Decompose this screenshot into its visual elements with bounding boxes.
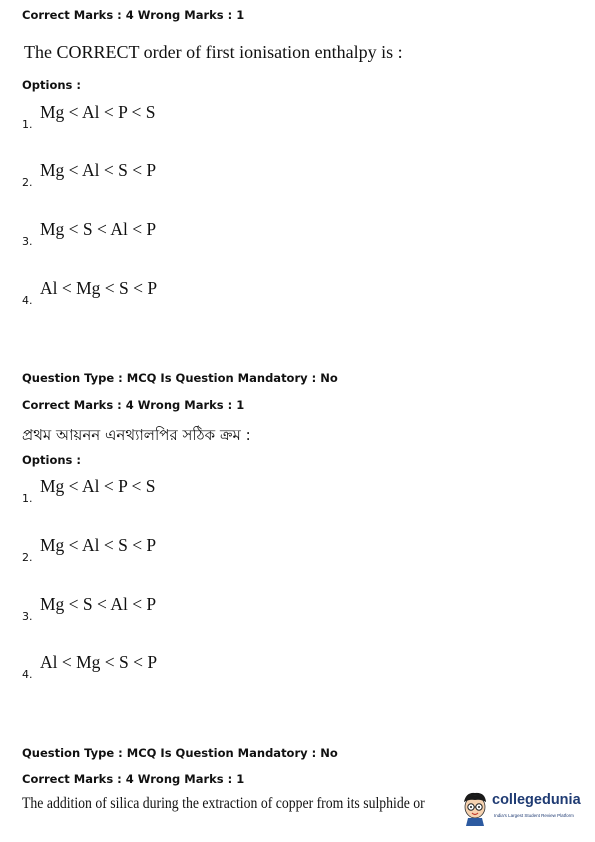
question-text: The addition of silica during the extraction of copper from its sulphide or (22, 795, 425, 812)
option-number: 2. (22, 551, 33, 564)
option-number: 2. (22, 176, 33, 189)
option-number: 1. (22, 118, 33, 131)
option-text: Al < Mg < S < P (40, 652, 158, 672)
option-number: 4. (22, 668, 33, 681)
marks-line: Correct Marks : 4 Wrong Marks : 1 (22, 398, 245, 412)
option-4[interactable] (22, 652, 322, 682)
mascot-icon (460, 790, 490, 826)
option-number: 1. (22, 492, 33, 505)
options-label: Options : (22, 453, 81, 467)
option-text: Mg < S < Al < P (40, 594, 157, 614)
option-number: 3. (22, 610, 33, 623)
question-text: প্রথম আয়নন এনথ্যালপির সঠিক ক্রম : (22, 426, 251, 444)
logo-tagline: India's Largest Student Review Platform (494, 813, 574, 818)
option-text: Mg < Al < S < P (40, 535, 157, 555)
question-text: The CORRECT order of first ionisation enthalpy is : (24, 42, 403, 62)
option-number: 3. (22, 235, 33, 248)
logo-brand: collegedunia (492, 792, 581, 808)
option-2[interactable] (22, 535, 322, 565)
option-number: 4. (22, 294, 33, 307)
option-text: Mg < Al < S < P (40, 160, 157, 180)
marks-line: Correct Marks : 4 Wrong Marks : 1 (22, 772, 245, 786)
option-text: Mg < S < Al < P (40, 219, 157, 239)
option-3[interactable] (22, 594, 322, 624)
option-text: Mg < Al < P < S (40, 102, 156, 122)
option-text: Al < Mg < S < P (40, 278, 158, 298)
option-2[interactable] (22, 160, 322, 190)
question-type-line: Question Type : MCQ Is Question Mandatory : No (22, 746, 338, 760)
options-label: Options : (22, 78, 81, 92)
option-1[interactable] (22, 476, 322, 506)
option-4[interactable] (22, 278, 322, 308)
collegedunia-logo (460, 790, 585, 830)
option-text: Mg < Al < P < S (40, 476, 156, 496)
marks-line: Correct Marks : 4 Wrong Marks : 1 (22, 8, 245, 22)
option-1[interactable] (22, 102, 322, 132)
option-3[interactable] (22, 219, 322, 249)
question-type-line: Question Type : MCQ Is Question Mandatory : No (22, 371, 338, 385)
